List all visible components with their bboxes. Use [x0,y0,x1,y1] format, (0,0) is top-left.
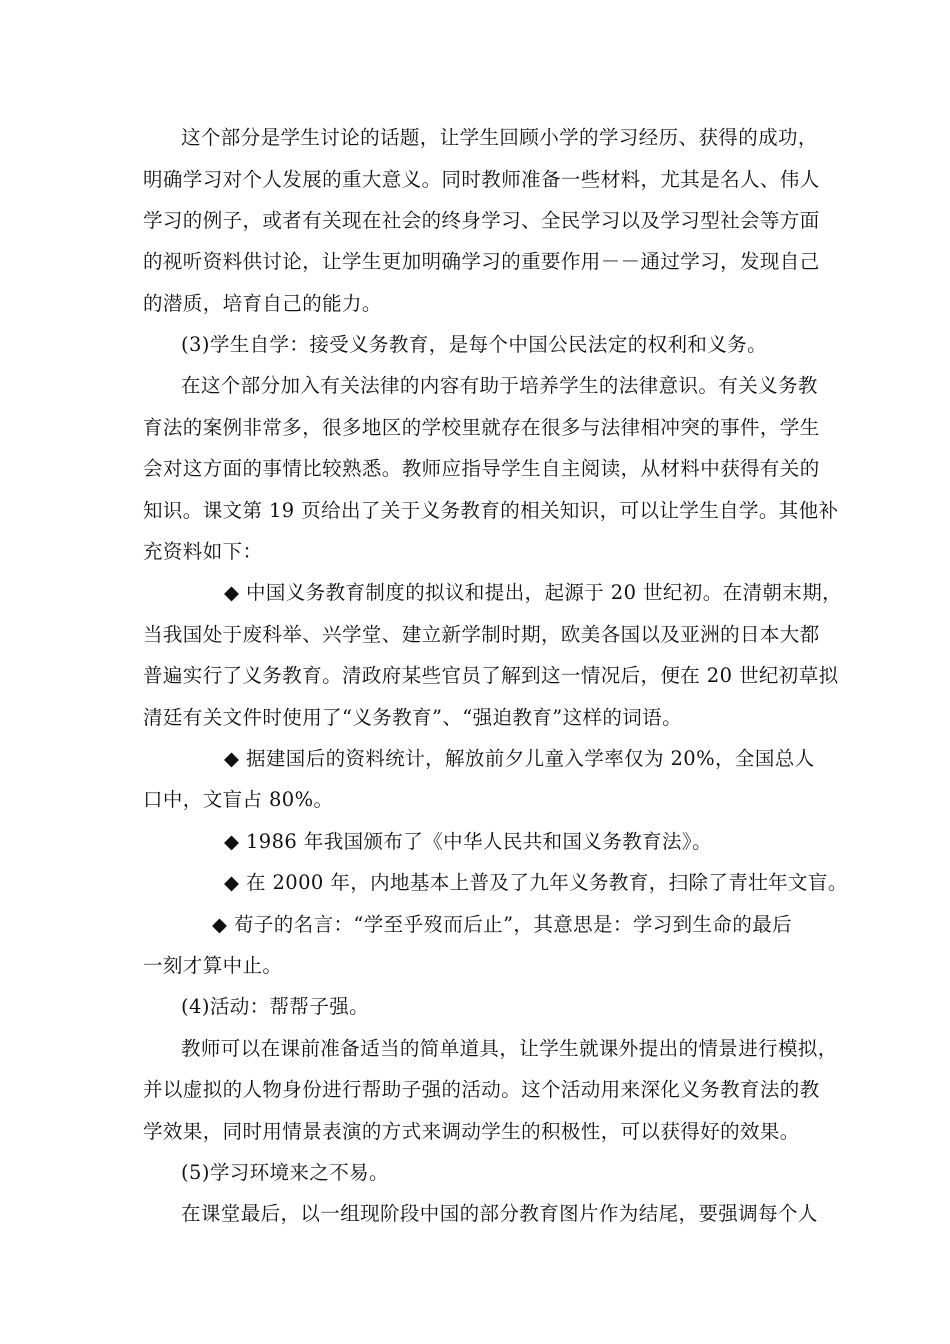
paragraph-line: 口中，文盲占 80%。 [143,788,334,811]
paragraph-line: 教师可以在课前准备适当的简单道具，让学生就课外提出的情景进行模拟， [181,1037,838,1060]
paragraph-line: 普遍实行了义务教育。清政府某些官员了解到这一情况后，便在 20 世纪初草拟 [143,664,839,687]
paragraph-line: 一刻才算中止。 [143,954,283,977]
paragraph-line: 清廷有关文件时使用了“义务教育”、“强迫教育”这样的词语。 [143,706,682,729]
section-heading: (3)学生自学：接受义务教育，是每个中国公民法定的权利和义务。 [181,333,768,356]
paragraph-line: 的视听资料供讨论，让学生更加明确学习的重要作用－－通过学习，发现自己 [143,250,820,273]
paragraph-line: 学习的例子，或者有关现在社会的终身学习、全民学习以及学习型社会等方面 [143,209,820,232]
paragraph-line: 学效果，同时用情景表演的方式来调动学生的积极性，可以获得好的效果。 [143,1120,800,1143]
paragraph-line: 明确学习对个人发展的重大意义。同时教师准备一些材料，尤其是名人、伟人 [143,168,820,191]
paragraph-line: 在课堂最后，以一组现阶段中国的部分教育图片作为结尾，要强调每个人 [181,1202,818,1225]
bullet-item: ◆ 1986 年我国颁布了《中华人民共和国义务教育法》。 [224,830,712,853]
paragraph-line: 会对这方面的事情比较熟悉。教师应指导学生自主阅读，从材料中获得有关的 [143,457,820,480]
bullet-item: ◆ 据建国后的资料统计，解放前夕儿童入学率仅为 20%，全国总人 [224,747,815,770]
paragraph-line: 这个部分是学生讨论的话题，让学生回顾小学的学习经历、获得的成功， [181,126,818,149]
paragraph-line: 并以虚拟的人物身份进行帮助子强的活动。这个活动用来深化义务教育法的教 [143,1078,820,1101]
paragraph-line: 在这个部分加入有关法律的内容有助于培养学生的法律意识。有关义务教 [181,374,818,397]
bullet-item: ◆ 荀子的名言：“学至乎歿而后止”，其意思是：学习到生命的最后 [212,913,793,936]
paragraph-line: 充资料如下： [143,540,263,563]
paragraph-line: 知识。课文第 19 页给出了关于义务教育的相关知识，可以让学生自学。其他补 [143,499,839,522]
paragraph-line: 当我国处于废科举、兴学堂、建立新学制时期，欧美各国以及亚洲的日本大都 [143,623,820,646]
section-heading: (4)活动：帮帮子强。 [181,995,370,1018]
section-heading: (5)学习环境来之不易。 [181,1161,389,1184]
paragraph-line: 的潜质，培育自己的能力。 [143,292,382,315]
paragraph-line: 育法的案例非常多，很多地区的学校里就存在很多与法律相冲突的事件，学生 [143,416,820,439]
bullet-item: ◆ 在 2000 年，内地基本上普及了九年义务教育，扫除了青壮年文盲。 [224,871,848,894]
bullet-item: ◆ 中国义务教育制度的拟议和提出，起源于 20 世纪初。在清朝末期， [224,581,843,604]
